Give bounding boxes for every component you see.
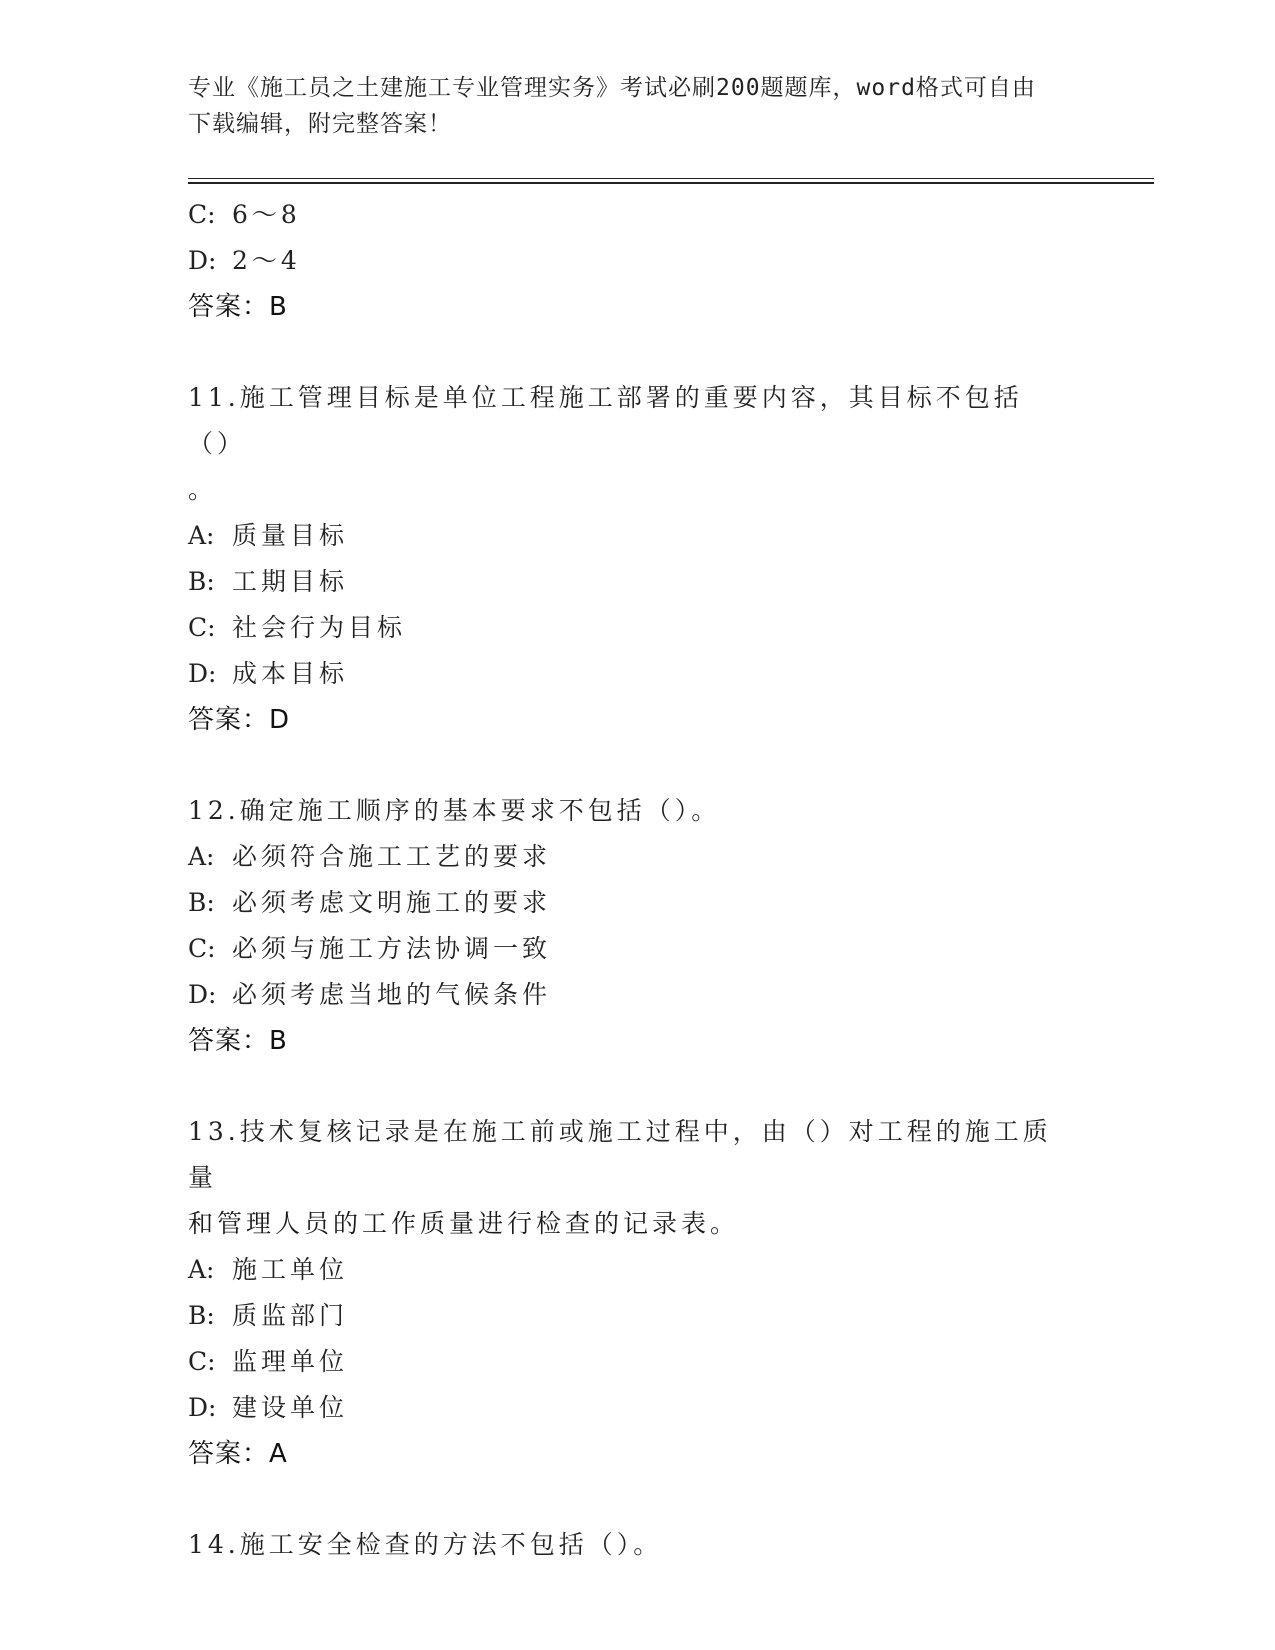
option-label: A: — [188, 1255, 215, 1284]
option-d — [188, 1385, 1088, 1431]
spacer — [188, 330, 1088, 375]
option-text: 必须与施工方法协调一致 — [232, 934, 552, 963]
header-rule-thin — [188, 178, 1154, 179]
option-d — [188, 651, 1088, 697]
spacer — [188, 1064, 1088, 1109]
spacer — [188, 1477, 1088, 1522]
option-text: 工期目标 — [232, 567, 349, 596]
question-11 — [188, 375, 1088, 743]
option-b — [188, 1293, 1088, 1339]
option-a — [188, 1247, 1088, 1293]
question-12 — [188, 788, 1088, 1064]
option-text: 必须符合施工工艺的要求 — [232, 842, 552, 871]
spacer — [188, 743, 1088, 788]
option-text: 必须考虑文明施工的要求 — [232, 888, 552, 917]
option-label: C: — [188, 200, 216, 229]
page-header — [188, 70, 1068, 142]
option-d — [188, 972, 1088, 1018]
option-text: 成本目标 — [232, 659, 349, 688]
option-label: D: — [188, 246, 217, 275]
option-text: 质监部门 — [232, 1301, 349, 1330]
question-stem: 14.施工安全检查的方法不包括（）。 — [188, 1530, 663, 1559]
answer-line: 答案：A — [188, 1439, 288, 1469]
option-b — [188, 559, 1088, 605]
option-c — [188, 605, 1088, 651]
option-label: B: — [188, 567, 215, 596]
question-stem-continued: 和管理人员的工作质量进行检查的记录表。 — [188, 1209, 740, 1238]
option-a — [188, 513, 1088, 559]
option-label: C: — [188, 1347, 216, 1376]
answer-line: 答案：B — [188, 1026, 288, 1056]
header-rule-thick — [188, 182, 1154, 184]
option-label: A: — [188, 842, 215, 871]
option-label: B: — [188, 888, 215, 917]
option-c — [188, 192, 1088, 238]
question-stem: 11.施工管理目标是单位工程施工部署的重要内容，其目标不包括（） — [188, 383, 1023, 458]
option-a — [188, 834, 1088, 880]
option-label: D: — [188, 659, 217, 688]
option-label: D: — [188, 980, 217, 1009]
answer-line: 答案：B — [188, 292, 288, 322]
option-label: D: — [188, 1393, 217, 1422]
question-stem: 13.技术复核记录是在施工前或施工过程中，由（）对工程的施工质量 — [188, 1117, 1052, 1192]
option-b — [188, 880, 1088, 926]
answer-line: 答案：D — [188, 705, 291, 735]
option-text: 建设单位 — [232, 1393, 349, 1422]
option-d — [188, 238, 1088, 284]
option-text: 2～4 — [232, 246, 301, 275]
question-10-tail — [188, 192, 1088, 330]
question-stem: 12.确定施工顺序的基本要求不包括（）。 — [188, 796, 721, 825]
question-13 — [188, 1109, 1088, 1477]
question-14 — [188, 1522, 1088, 1568]
option-label: A: — [188, 521, 215, 550]
option-text: 监理单位 — [232, 1347, 349, 1376]
option-label: C: — [188, 613, 216, 642]
option-text: 社会行为目标 — [232, 613, 407, 642]
header-line-2: 下载编辑，附完整答案！ — [188, 111, 452, 137]
question-stem-continued: 。 — [188, 475, 218, 504]
option-c — [188, 926, 1088, 972]
document-body — [188, 192, 1088, 1568]
option-text: 6～8 — [232, 200, 301, 229]
option-label: B: — [188, 1301, 215, 1330]
option-text: 质量目标 — [232, 521, 349, 550]
option-text: 必须考虑当地的气候条件 — [232, 980, 552, 1009]
option-text: 施工单位 — [232, 1255, 349, 1284]
header-line-1: 专业《施工员之土建施工专业管理实务》考试必刷200题题库，word格式可自由 — [188, 75, 1036, 101]
option-c — [188, 1339, 1088, 1385]
option-label: C: — [188, 934, 216, 963]
